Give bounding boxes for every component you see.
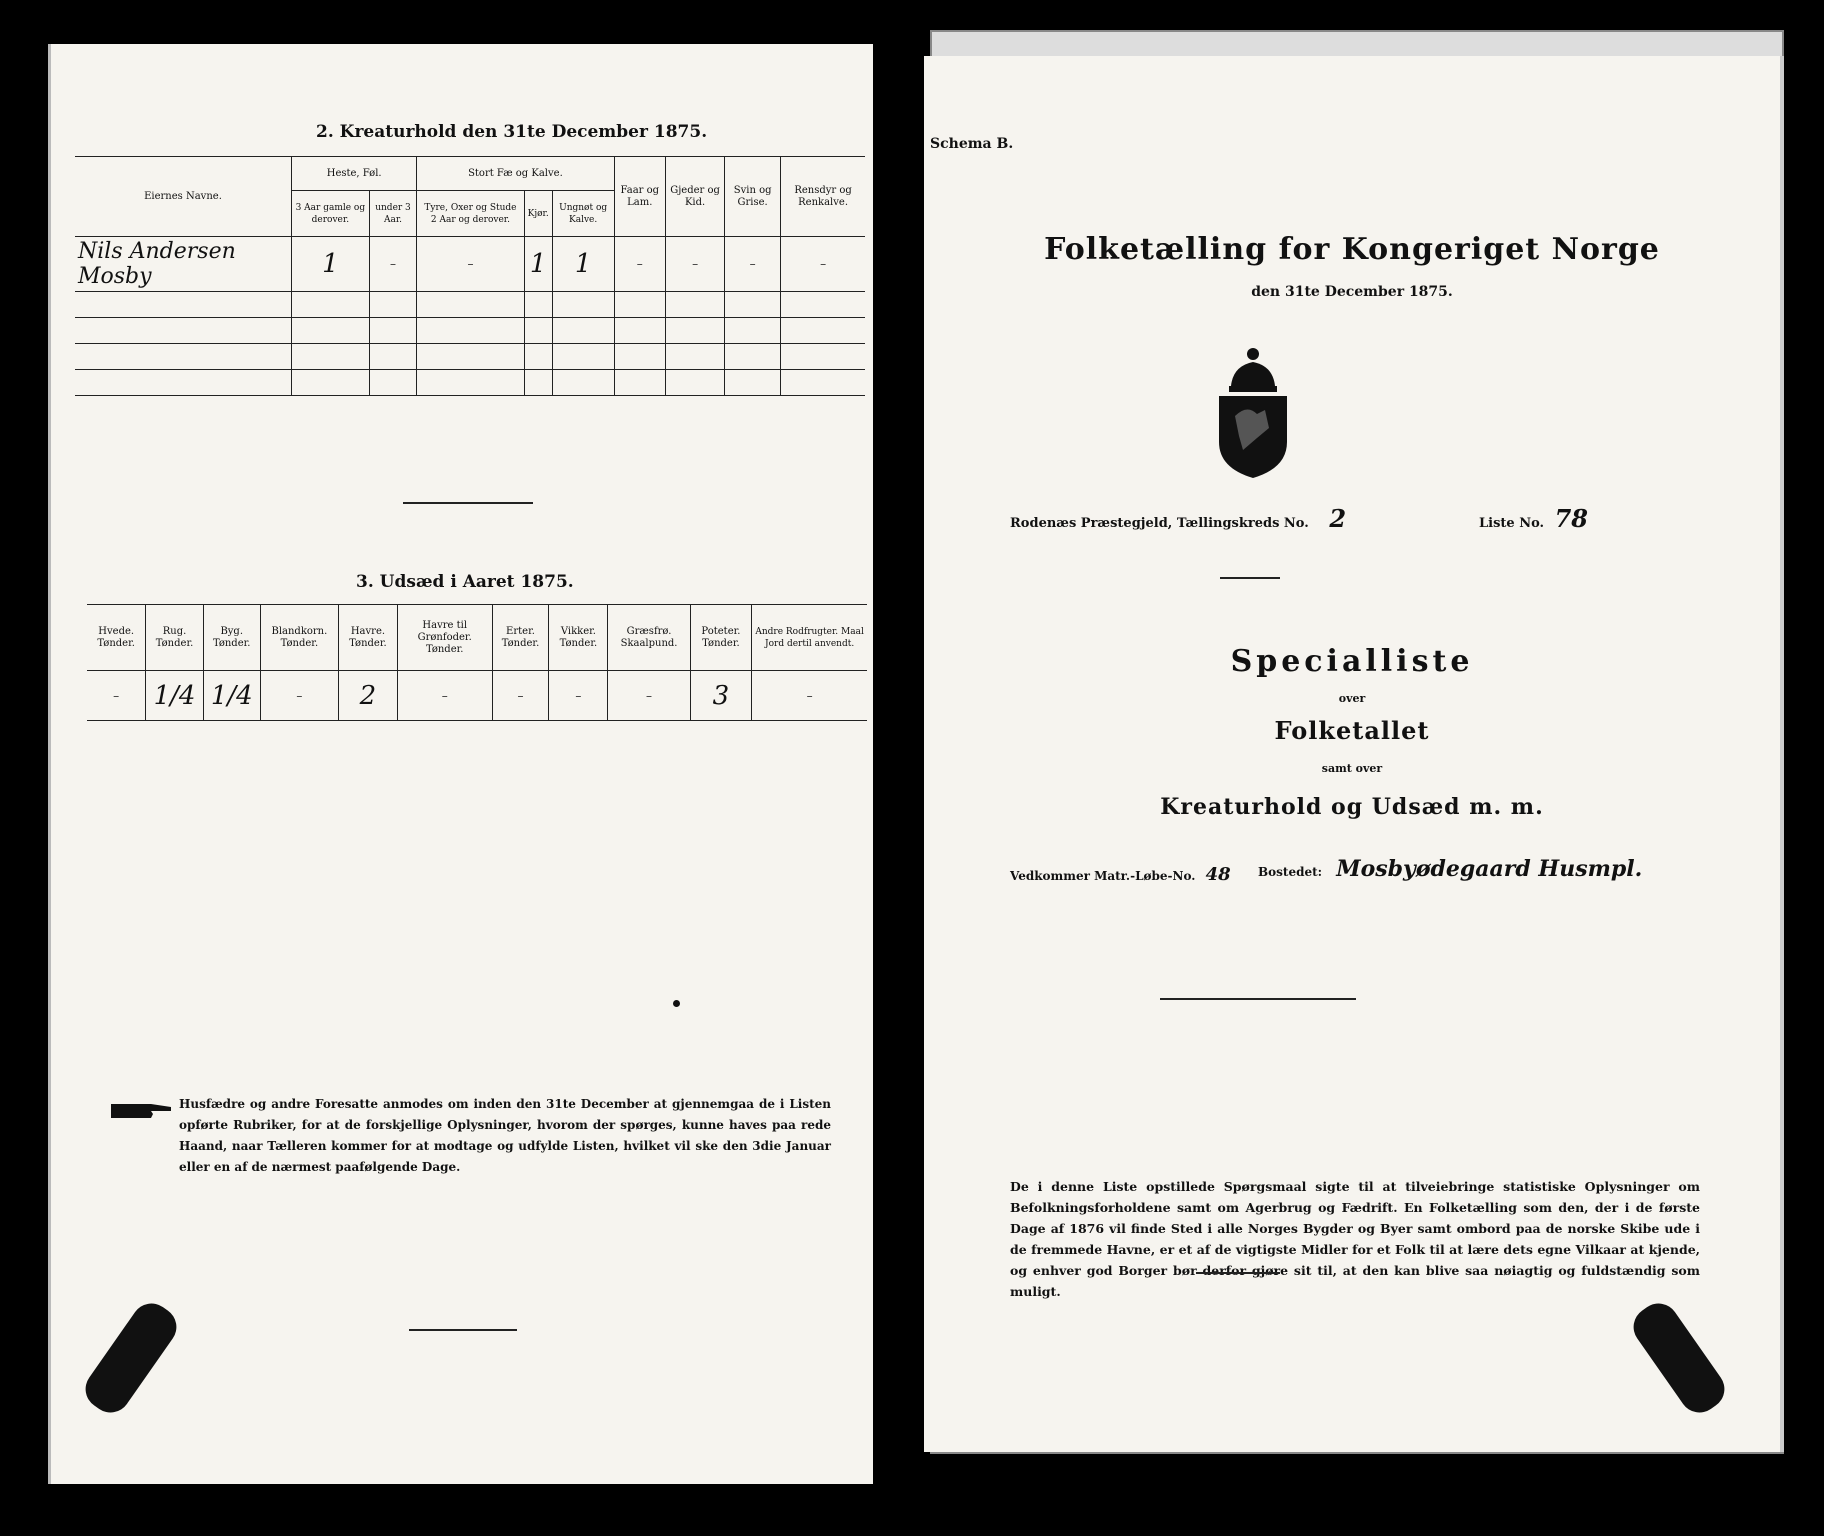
schema-label: Schema B.	[930, 136, 1014, 152]
specialliste-heading: Specialliste	[1230, 644, 1474, 679]
left-page	[48, 44, 873, 1484]
sheep-header: Faar og Lam.	[614, 157, 666, 237]
over-text: over	[1338, 692, 1366, 705]
seed-header: Andre Rodfrugter. Maal Jord dertil anvendt.	[752, 605, 867, 671]
pigs-header: Svin og Grise.	[725, 157, 781, 237]
table-cell: –	[492, 671, 549, 721]
divider	[1196, 1272, 1280, 1274]
owner-name-cell: Nils Andersen Mosby	[75, 237, 292, 292]
matr-label: Vedkommer Matr.-Løbe-No.	[1010, 869, 1196, 883]
page-date: den 31te December 1875.	[1251, 284, 1453, 300]
folketallet-heading: Folketallet	[1274, 716, 1430, 745]
seed-header: Havre til Grønfoder. Tønder.	[397, 605, 492, 671]
table-cell: –	[417, 237, 524, 292]
seed-title: 3. Udsæd i Aaret 1875.	[356, 572, 574, 592]
parish-number: 2	[1329, 504, 1347, 533]
horses-sub-header: 3 Aar gamle og derover.	[292, 191, 370, 237]
table-cell: 2	[339, 671, 398, 721]
divider	[1220, 577, 1280, 579]
table-cell: –	[87, 671, 146, 721]
table-cell: –	[752, 671, 867, 721]
seed-header: Vikker. Tønder.	[549, 605, 608, 671]
matr-line	[1010, 864, 1231, 885]
table-row	[87, 671, 867, 721]
horses-sub-header: under 3 Aar.	[369, 191, 417, 237]
list-line	[1479, 504, 1588, 533]
table-cell: 1/4	[203, 671, 260, 721]
matr-number: 48	[1205, 864, 1231, 885]
coat-of-arms-icon	[1213, 346, 1293, 478]
livestock-table	[75, 156, 865, 396]
owner-header: Eiernes Navne.	[75, 157, 292, 237]
right-page	[924, 56, 1784, 1452]
table-cell: –	[397, 671, 492, 721]
table-cell: 3	[690, 671, 752, 721]
table-cell: –	[614, 237, 666, 292]
table-cell: 1	[552, 237, 614, 292]
cattle-sub-header: Kjør.	[524, 191, 552, 237]
reindeer-header: Rensdyr og Renkalve.	[781, 157, 865, 237]
parish-label: Rodenæs Præstegjeld, Tællingskreds No.	[1010, 516, 1309, 531]
table-cell: 1	[524, 237, 552, 292]
divider	[403, 502, 533, 504]
table-cell: –	[260, 671, 338, 721]
seed-header: Blandkorn. Tønder.	[260, 605, 338, 671]
table-cell: –	[666, 237, 725, 292]
seed-header: Poteter. Tønder.	[690, 605, 752, 671]
table-cell: –	[725, 237, 781, 292]
divider	[1160, 998, 1356, 1000]
table-cell: 1	[292, 237, 370, 292]
kreaturhold-heading: Kreaturhold og Udsæd m. m.	[1160, 794, 1544, 820]
list-label: Liste No.	[1479, 516, 1545, 531]
ink-dot	[673, 1000, 680, 1007]
table-cell: –	[369, 237, 417, 292]
table-cell: –	[549, 671, 608, 721]
seed-header: Havre. Tønder.	[339, 605, 398, 671]
cattle-sub-header: Tyre, Oxer og Stude 2 Aar og derover.	[417, 191, 524, 237]
seed-header: Hvede. Tønder.	[87, 605, 146, 671]
notice-text: Husfædre og andre Foresatte anmodes om inden den 31te December at gjennemgaa de i Listen opførte Rubriker, for at de forskjellige Oplysninger, hvorom der spørges, kunne haves paa rede Haand, naar Tælleren kommer for at modtage og udfylde Listen, hvilket vil ske den 3die Januar eller en af de nærmest paafølgende Dage.	[179, 1097, 831, 1174]
list-number: 78	[1554, 504, 1588, 533]
goats-header: Gjeder og Kid.	[666, 157, 725, 237]
seed-header: Rug. Tønder.	[146, 605, 203, 671]
table-cell: 1/4	[146, 671, 203, 721]
bosted-line	[1258, 856, 1642, 882]
table-cell: –	[781, 237, 865, 292]
seed-header: Græsfrø. Skaalpund.	[608, 605, 690, 671]
seed-table	[87, 604, 867, 721]
parish-line	[1010, 504, 1346, 533]
intro-paragraph: De i denne Liste opstillede Spørgsmaal sigte til at tilveiebringe statistiske Oplysninger om Befolkningsforholdene samt om Agerbrug og Fædrift. En Folketælling som den, der i de første Dage af 1876 vil finde Sted i alle Norges Bygder og Byer samt ombord paa de norske Skibe ude i de fremmede Havne, er et af de vigtigste Midler for et Folk til at lære dets egne Vilkaar at kjende, og enhver god Borger bør derfor gjøre sit til, at den kan blive saa nøiagtig og fuldstændig som muligt.	[1010, 1179, 1700, 1299]
horses-header: Heste, Føl.	[292, 157, 417, 191]
table-cell: –	[608, 671, 690, 721]
samt-over-text: samt over	[1321, 762, 1383, 775]
seed-header: Byg. Tønder.	[203, 605, 260, 671]
bosted-label: Bostedet:	[1258, 865, 1323, 879]
divider	[409, 1329, 517, 1331]
page-title: Folketælling for Kongeriget Norge	[1044, 232, 1660, 267]
seed-header: Erter. Tønder.	[492, 605, 549, 671]
cattle-sub-header: Ungnøt og Kalve.	[552, 191, 614, 237]
pointing-hand-icon	[111, 1098, 173, 1122]
table-row	[75, 237, 865, 292]
livestock-title: 2. Kreaturhold den 31te December 1875.	[316, 122, 708, 142]
cattle-header: Stort Fæ og Kalve.	[417, 157, 614, 191]
bosted-value: Mosbyødegaard Husmpl.	[1336, 856, 1643, 882]
